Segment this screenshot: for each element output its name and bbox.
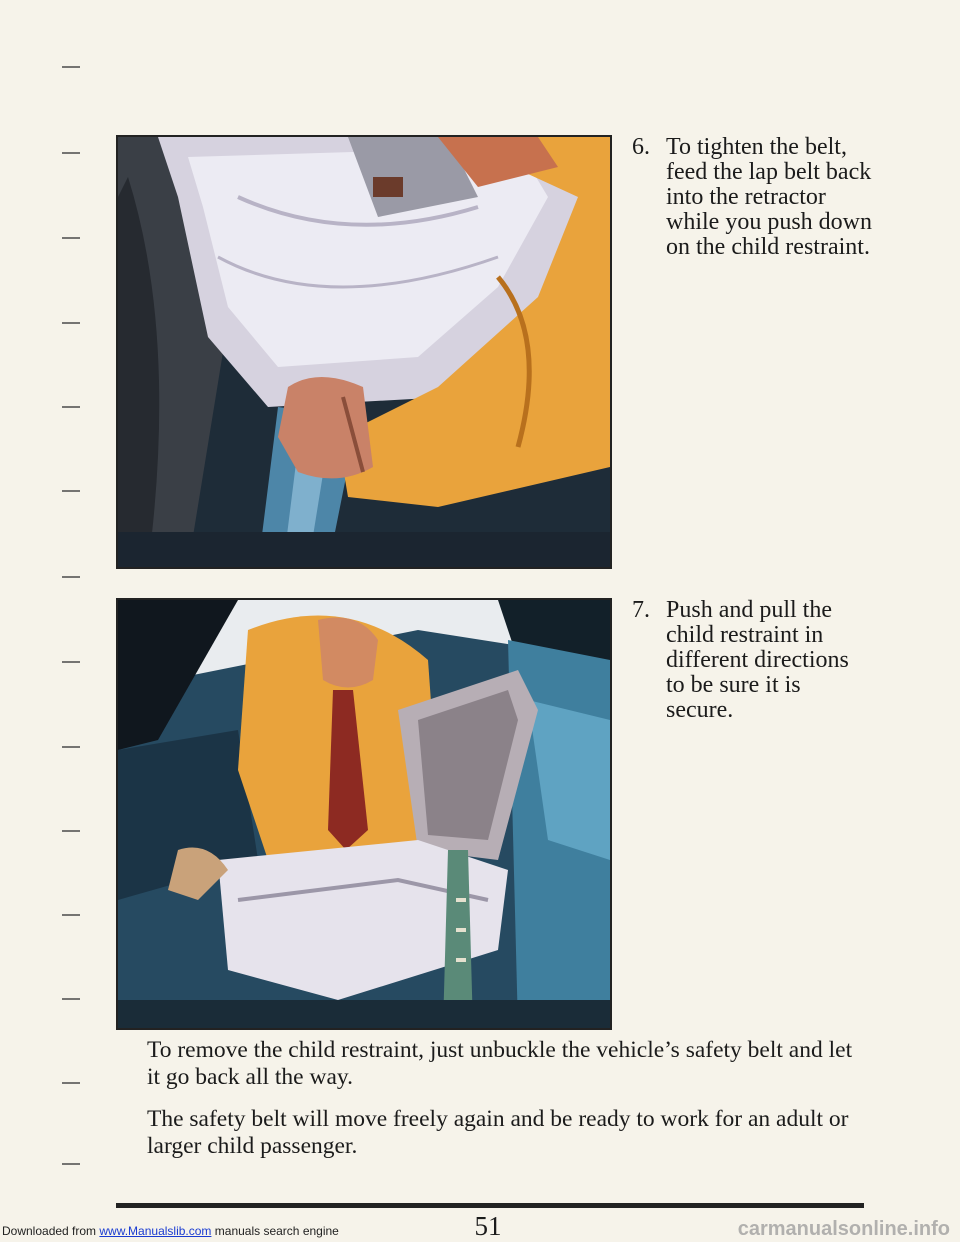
body-paragraph: To remove the child restraint, just unbuckle the vehicle’s safety belt and let it go back all the way.: [147, 1037, 853, 1090]
edge-tick: [62, 1082, 80, 1084]
edge-tick: [62, 576, 80, 578]
edge-tick: [62, 998, 80, 1000]
edge-tick: [62, 406, 80, 408]
footer-rule: [116, 1203, 864, 1208]
step-number: 7.: [632, 597, 650, 623]
step-7: [632, 598, 872, 723]
footer-suffix: manuals search engine: [211, 1224, 339, 1238]
edge-tick: [62, 1163, 80, 1165]
edge-tick: [62, 322, 80, 324]
edge-tick: [62, 152, 80, 154]
watermark: carmanualsonline.info: [737, 1218, 950, 1240]
download-footer: [2, 1224, 339, 1238]
footer-link[interactable]: www.Manualslib.com: [99, 1224, 212, 1238]
step-text: Push and pull the child restraint in different directions to be sure it is secure.: [666, 597, 849, 723]
edge-tick: [62, 490, 80, 492]
edge-tick: [62, 914, 80, 916]
body-paragraph: The safety belt will move freely again and be ready to work for an adult or larger child passenger.: [147, 1106, 849, 1159]
illustration-check-restraint: [116, 598, 612, 1030]
edge-tick: [62, 661, 80, 663]
edge-tick: [62, 237, 80, 239]
edge-tick: [62, 66, 80, 68]
edge-tick: [62, 830, 80, 832]
edge-tick: [62, 746, 80, 748]
illustration-tighten-belt: [116, 135, 612, 569]
step-number: 6.: [632, 134, 650, 160]
step-text: To tighten the belt, feed the lap belt back into the retractor while you push down on the child restraint.: [666, 134, 872, 260]
footer-prefix: Downloaded from: [2, 1224, 100, 1238]
page-number: 51: [474, 1211, 502, 1241]
step-6: [632, 135, 872, 260]
